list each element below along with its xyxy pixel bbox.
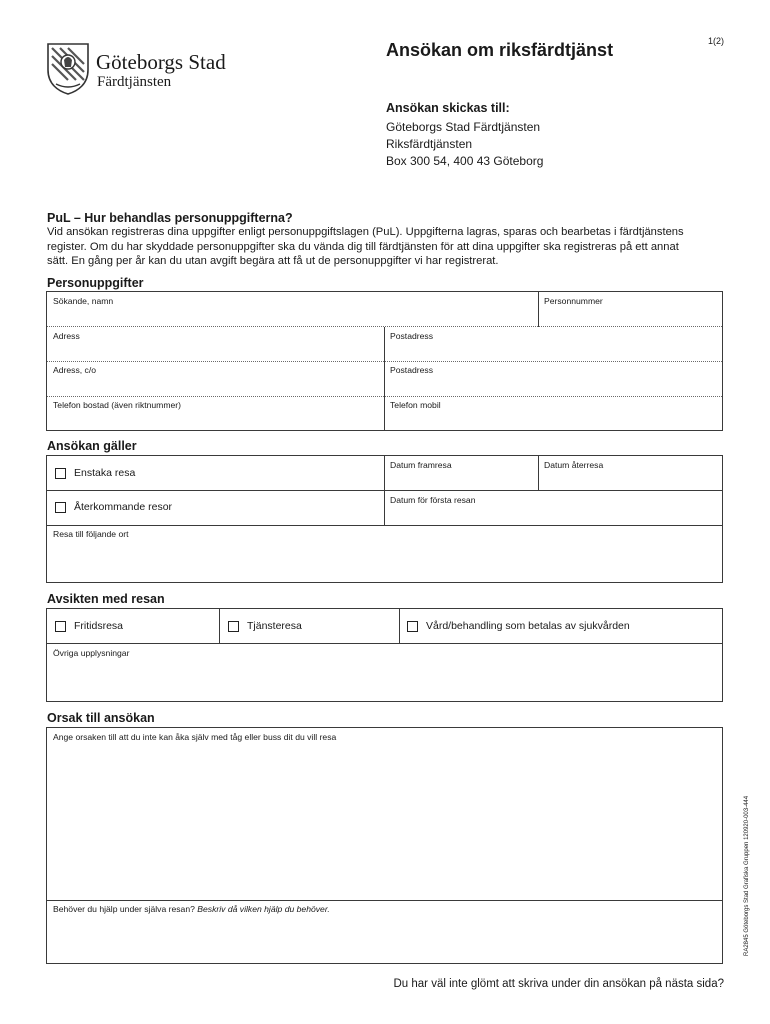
resa-till-label: Resa till följande ort [53,529,129,539]
section-heading-orsak: Orsak till ansökan [47,711,155,725]
adress-co-field[interactable] [47,361,384,396]
adress-co-label: Adress, c/o [53,365,96,375]
name-label: Sökande, namn [53,296,114,306]
postadress-label: Postadress [390,331,433,341]
page-number: 1(2) [707,36,724,46]
fritidsresa-checkbox[interactable] [55,621,66,632]
postadress-co-field[interactable] [384,361,722,396]
page-title: Ansökan om riksfärdtjänst [386,40,614,60]
orsak-grid [46,727,723,964]
ovriga-upplysningar-field[interactable] [47,644,722,701]
send-to-heading: Ansökan skickas till: [386,101,510,115]
behover-hjalp-field[interactable] [47,900,722,963]
vard-behandling-checkbox[interactable] [407,621,418,632]
datum-framresa-label: Datum framresa [390,460,452,470]
send-to-line: Göteborgs Stad Färdtjänsten [386,120,541,134]
ansokan-galler-grid [46,455,723,583]
enstaka-resa-label: Enstaka resa [74,467,136,479]
postadress-field[interactable] [384,327,722,361]
send-to-line: Riksfärdtjänsten [386,137,473,151]
aterkommande-resor-label: Återkommande resor [74,501,173,513]
adress-field[interactable] [47,327,384,361]
personuppgifter-grid [46,291,723,431]
datum-forsta-resan-field[interactable] [384,491,722,525]
logo-title: Göteborgs Stad [96,50,226,74]
enstaka-resa-checkbox[interactable] [55,468,66,479]
personnummer-label: Personnummer [544,296,603,306]
pul-text-line: register. Om du har skyddade personuppgifter ska du vända dig till färdtjänsten för att dina uppgifter ska registreras på ett annat [47,240,679,253]
behover-hjalp-hint: Beskriv då vilken hjälp du behöver. [197,904,330,914]
section-heading-avsikten: Avsikten med resan [47,592,165,606]
goteborg-coat-of-arms-icon [44,40,92,96]
print-reference: RA2845 Göteborgs Stad Grafiska Gruppen 120920-003-444 [744,795,750,956]
footer-reminder: Du har väl inte glömt att skriva under din ansökan på nästa sida? [393,978,724,990]
fritidsresa-label: Fritidsresa [74,620,124,632]
telefon-mobil-label: Telefon mobil [390,400,441,410]
logo-subtitle: Färdtjänsten [97,74,172,90]
datum-aterresa-field[interactable] [538,456,722,491]
send-to-line: Box 300 54, 400 43 Göteborg [386,154,544,168]
vard-behandling-label: Vård/behandling som betalas av sjukvården [426,620,630,632]
ange-orsaken-label: Ange orsaken till att du inte kan åka själv med tåg eller buss dit du vill resa [53,732,337,742]
ange-orsaken-field[interactable] [47,728,722,900]
datum-aterresa-label: Datum återresa [544,460,604,470]
send-to-block [386,100,543,170]
datum-framresa-field[interactable] [384,456,538,491]
tjansteresa-checkbox[interactable] [228,621,239,632]
datum-forsta-resan-label: Datum för första resan [390,495,476,505]
telefon-bostad-field[interactable] [47,396,384,431]
personnummer-field[interactable] [538,292,722,327]
postadress-co-label: Postadress [390,365,433,375]
section-heading-ansokan-galler: Ansökan gäller [47,439,137,453]
pul-section [47,211,723,268]
section-heading-personuppgifter: Personuppgifter [47,276,144,290]
pul-text-line: Vid ansökan registreras dina uppgifter enligt personuppgiftslagen (PuL). Uppgifterna lagras, sparas och bearbetas i färdtjänstens [47,226,684,239]
telefon-mobil-field[interactable] [384,396,722,431]
avsikten-grid [46,608,723,702]
telefon-bostad-label: Telefon bostad (även riktnummer) [53,400,182,410]
ovriga-upplysningar-label: Övriga upplysningar [53,648,130,658]
adress-label: Adress [53,331,80,341]
tjansteresa-label: Tjänsteresa [247,620,302,632]
pul-text-line: sätt. En gång per år kan du utan avgift begära att få ut de personuppgifter vi har registrerat. [47,254,499,267]
resa-till-field[interactable] [47,525,722,582]
name-field[interactable] [47,292,538,327]
aterkommande-resor-checkbox[interactable] [55,502,66,513]
pul-heading: PuL – Hur behandlas personuppgifterna? [47,211,293,225]
behover-hjalp-label: Behöver du hjälp under själva resan? [53,904,195,914]
